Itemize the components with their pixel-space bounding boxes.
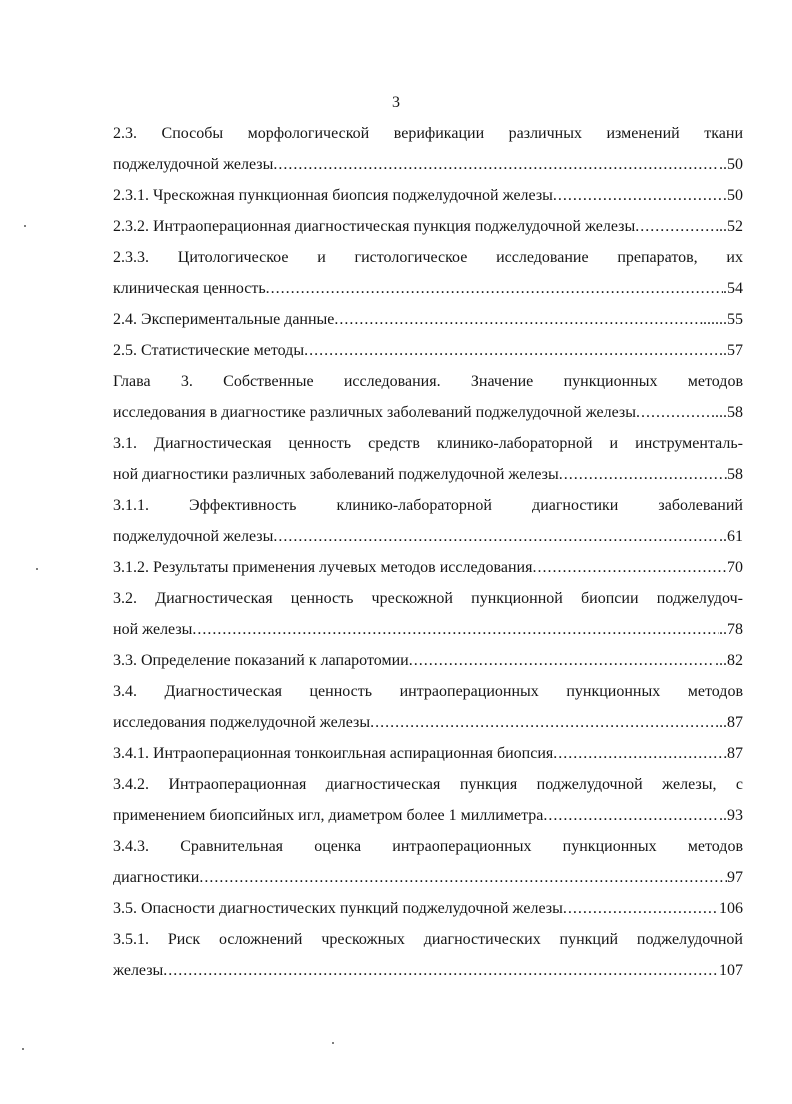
toc-page-ref: ..61 xyxy=(719,528,743,545)
toc-entry-text: исследования поджелудочной железы xyxy=(113,714,371,731)
toc-page-ref: ..78 xyxy=(719,621,743,638)
toc-line xyxy=(113,335,743,366)
toc-line xyxy=(113,831,743,862)
toc-line xyxy=(113,583,743,614)
toc-page-ref: .54 xyxy=(723,280,743,297)
toc-entry-text: применением биопсийных игл, диаметром более 1 миллиметра xyxy=(113,807,544,824)
toc-entry-text: 2.3. Способы морфологической верификации различных изменений ткани xyxy=(113,125,743,142)
dot-leader xyxy=(192,614,719,645)
toc-entry-text: исследования в диагностике различных заболеваний поджелудочной железы xyxy=(113,404,636,421)
toc-entry-text: поджелудочной железы xyxy=(113,156,274,173)
dot-leader xyxy=(304,335,719,366)
toc-entry-text: железы xyxy=(113,962,164,979)
toc-page-ref: 58 xyxy=(727,466,743,483)
toc-line xyxy=(113,397,743,428)
toc-page-ref: 107 xyxy=(719,962,743,979)
dot-leader xyxy=(334,304,703,335)
toc-line xyxy=(113,521,743,552)
toc-entry-text: 3.1.1. Эффективность клинико-лабораторной диагностики заболеваний xyxy=(113,497,743,514)
scan-speck xyxy=(22,1048,24,1050)
toc-line xyxy=(113,738,743,769)
toc-entry-text: 3.4.2. Интраоперационная диагностическая пункция поджелудочной железы, с xyxy=(113,776,743,793)
toc-entry-text: 3.4.1. Интраоперационная тонкоигльная аспирационная биопсия xyxy=(113,745,554,762)
toc-entry-text: диагностики xyxy=(113,869,200,886)
scan-speck xyxy=(24,225,26,227)
toc-line xyxy=(113,459,743,490)
dot-leader xyxy=(532,552,727,583)
toc-line xyxy=(113,614,743,645)
toc-line xyxy=(113,955,743,986)
toc-line xyxy=(113,490,743,521)
toc-entry-text: 2.3.1. Чрескожная пункционная биопсия поджелудочной железы xyxy=(113,187,553,204)
toc-line xyxy=(113,552,743,583)
toc-page-ref: 70 xyxy=(727,559,743,576)
dot-leader xyxy=(266,273,723,304)
dot-leader xyxy=(163,955,719,986)
toc-line xyxy=(113,769,743,800)
dot-leader xyxy=(553,180,727,211)
toc-page-ref: ...82 xyxy=(715,652,743,669)
toc-line xyxy=(113,862,743,893)
toc-line xyxy=(113,924,743,955)
dot-leader xyxy=(636,397,715,428)
toc-entry-text: 3.4. Диагностическая ценность интраоперационных пункционных методов xyxy=(113,683,743,700)
toc-entry-text: Глава 3. Собственные исследования. Значение пункционных методов xyxy=(113,373,743,390)
dot-leader xyxy=(635,211,719,242)
dot-leader xyxy=(543,800,719,831)
dot-leader xyxy=(553,738,727,769)
toc-page-ref: 50 xyxy=(727,187,743,204)
toc-entry-text: 2.3.3. Цитологическое и гистологическое исследование препаратов, их xyxy=(113,249,743,266)
toc-page-ref: ..57 xyxy=(719,342,743,359)
dot-leader xyxy=(559,459,727,490)
toc-page-ref: ..50 xyxy=(719,156,743,173)
toc-line xyxy=(113,273,743,304)
table-of-contents xyxy=(113,118,743,986)
toc-entry-text: 2.5. Статистические методы xyxy=(113,342,305,359)
toc-page-ref: 87 xyxy=(727,745,743,762)
toc-entry-text: ной железы xyxy=(113,621,193,638)
toc-line xyxy=(113,211,743,242)
toc-line xyxy=(113,707,743,738)
dot-leader xyxy=(370,707,719,738)
toc-page-ref: ..52 xyxy=(719,218,743,235)
toc-line xyxy=(113,428,743,459)
toc-page-ref: ......55 xyxy=(703,311,743,328)
toc-entry-text: 3.3. Определение показаний к лапаротомии xyxy=(113,652,409,669)
toc-entry-text: 3.1.2. Результаты применения лучевых методов исследования xyxy=(113,559,533,576)
toc-page-ref: ...58 xyxy=(715,404,743,421)
toc-line xyxy=(113,242,743,273)
toc-line xyxy=(113,304,743,335)
toc-entry-text: 3.4.3. Сравнительная оценка интраоперационных пункционных методов xyxy=(113,838,743,855)
dot-leader xyxy=(409,645,715,676)
scan-speck xyxy=(332,1042,334,1044)
toc-line xyxy=(113,149,743,180)
toc-entry-text: 3.5.1. Риск осложнений чрескожных диагностических пункций поджелудочной xyxy=(113,931,743,948)
toc-page-ref: ..87 xyxy=(719,714,743,731)
toc-line xyxy=(113,118,743,149)
toc-entry-text: клиническая ценность xyxy=(113,280,266,297)
toc-entry-text: 3.2. Диагностическая ценность чрескожной пункционной биопсии поджелудоч- xyxy=(113,590,743,607)
dot-leader xyxy=(273,149,719,180)
dot-leader xyxy=(199,862,727,893)
toc-line xyxy=(113,893,743,924)
dot-leader xyxy=(563,893,719,924)
toc-page-ref: ..93 xyxy=(719,807,743,824)
toc-line xyxy=(113,366,743,397)
toc-entry-text: 2.4. Экспериментальные данные xyxy=(113,311,335,328)
toc-entry-text: ной диагностики различных заболеваний поджелудочной железы xyxy=(113,466,559,483)
scan-speck xyxy=(36,568,38,570)
toc-line xyxy=(113,645,743,676)
toc-page-ref: 97 xyxy=(727,869,743,886)
toc-entry-text: 2.3.2. Интраоперационная диагностическая пункция поджелудочной железы xyxy=(113,218,636,235)
toc-page-ref: 106 xyxy=(719,900,743,917)
toc-entry-text: поджелудочной железы xyxy=(113,528,274,545)
toc-line xyxy=(113,800,743,831)
toc-line xyxy=(113,676,743,707)
dot-leader xyxy=(273,521,719,552)
toc-line xyxy=(113,180,743,211)
toc-entry-text: 3.1. Диагностическая ценность средств клинико-лабораторной и инструменталь- xyxy=(113,435,743,452)
toc-entry-text: 3.5. Опасности диагностических пункций поджелудочной железы xyxy=(113,900,563,917)
page-number: 3 xyxy=(392,94,400,111)
